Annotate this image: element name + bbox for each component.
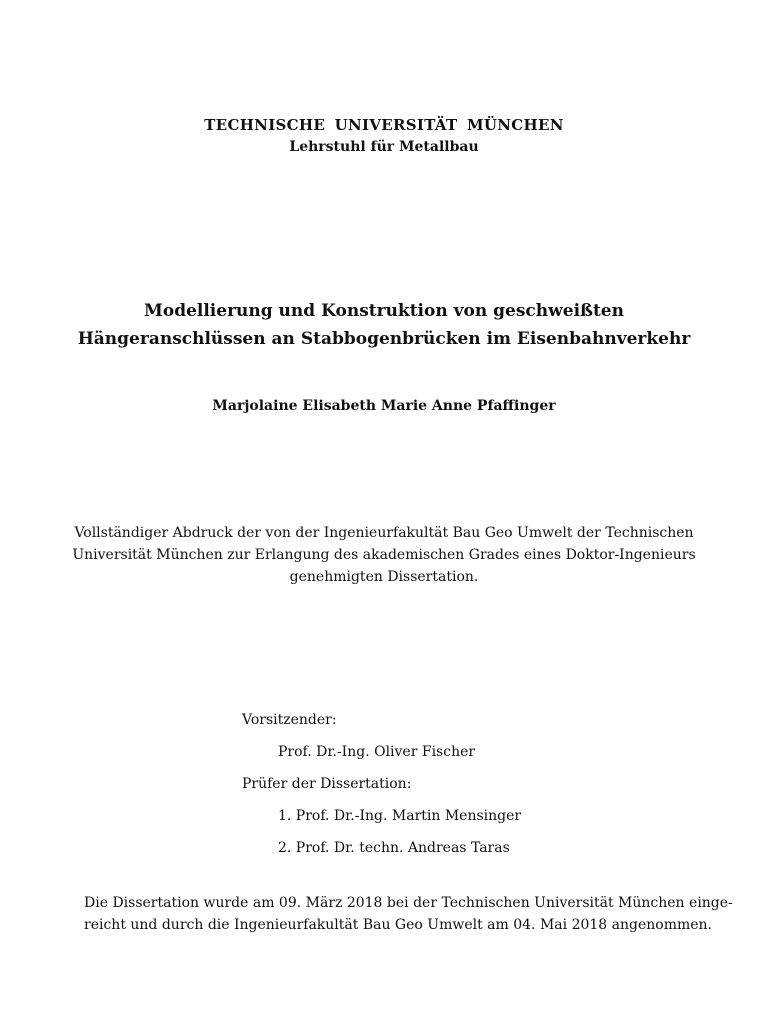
committee-chair-label: Vorsitzender: xyxy=(242,712,337,728)
statement-line-2: Universität München zur Erlangung des akademischen Grades eines Doktor-Ingenieurs xyxy=(72,547,696,563)
examiner-2: 2. Prof. Dr. techn. Andreas Taras xyxy=(278,840,510,856)
examiner-1: 1. Prof. Dr.-Ing. Martin Mensinger xyxy=(278,808,522,824)
submission-note-line-1: Die Dissertation wurde am 09. März 2018 bei der Technischen Universität München einge- xyxy=(84,895,733,911)
statement-line-1: Vollständiger Abdruck der von der Ingenieurfakultät Bau Geo Umwelt der Technischen xyxy=(74,525,694,541)
submission-note-line-2: reicht und durch die Ingenieurfakultät Bau Geo Umwelt am 04. Mai 2018 angenommen. xyxy=(84,917,713,933)
author-name: Marjolaine Elisabeth Marie Anne Pfaffinger xyxy=(212,398,556,414)
chair-name: Lehrstuhl für Metallbau xyxy=(289,139,479,155)
university-name: TECHNISCHE UNIVERSITÄT MÜNCHEN xyxy=(204,116,564,134)
statement-line-3: genehmigten Dissertation. xyxy=(289,569,479,585)
thesis-title-line-2: Hängeranschlüssen an Stabbogenbrücken im Eisenbahnverkehr xyxy=(77,329,691,349)
committee-chair-name: Prof. Dr.-Ing. Oliver Fischer xyxy=(278,744,476,760)
examiners-label: Prüfer der Dissertation: xyxy=(242,776,412,792)
thesis-title-line-1: Modellierung und Konstruktion von geschweißten xyxy=(144,301,624,321)
